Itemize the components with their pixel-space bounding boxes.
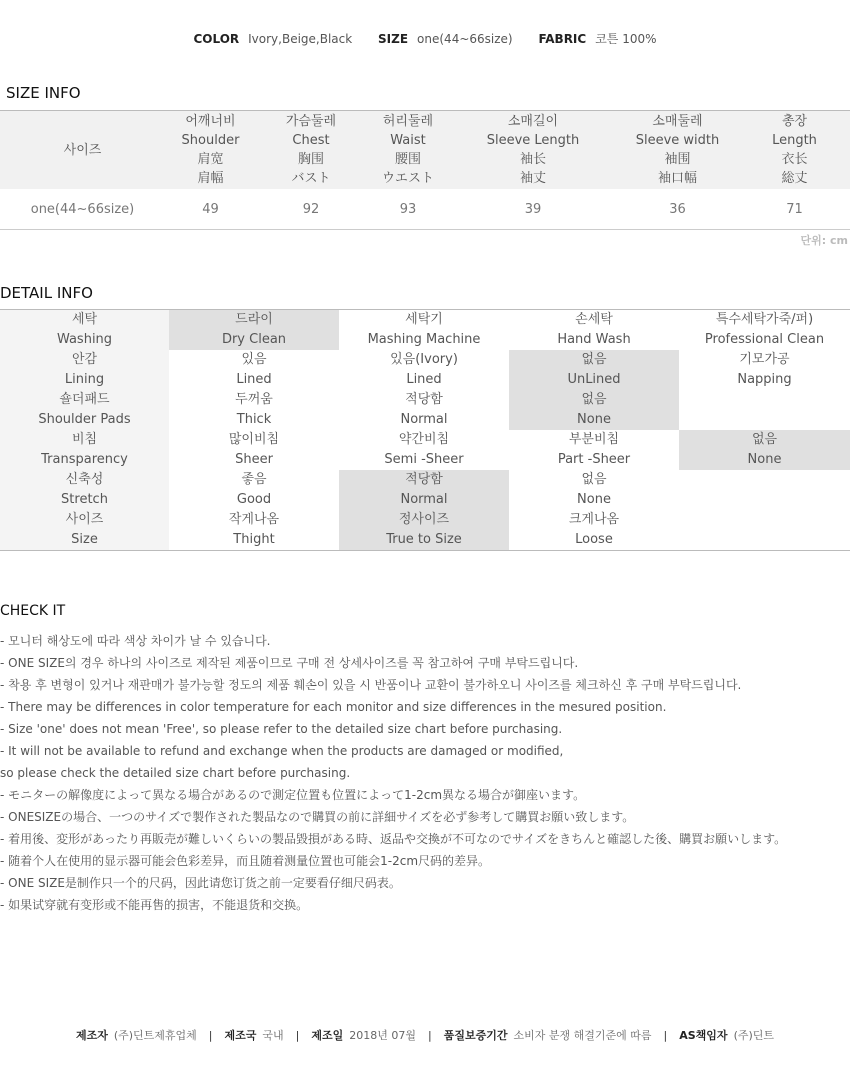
detail-option: 정사이즈 True to Size <box>339 510 509 550</box>
footer-key: 제조일 <box>311 1029 344 1042</box>
size-name: one(44~66size) <box>0 189 165 230</box>
footer-key: AS책임자 <box>679 1029 728 1042</box>
detail-option: 부분비침 Part -Sheer <box>557 432 631 467</box>
detail-option <box>679 510 850 550</box>
detail-option: 있음(Ivory) Lined <box>390 352 458 387</box>
detail-label: 세탁 Washing <box>0 310 169 350</box>
detail-option: 없음 None <box>577 472 611 507</box>
detail-option: 적당함 Normal <box>400 392 448 427</box>
shoulder-value: 49 <box>165 189 256 230</box>
product-summary <box>0 30 850 47</box>
footer-key: 제조자 <box>75 1029 108 1042</box>
list-item: - It will not be available to refund and exchange when the products are damaged or modified, <box>0 744 564 758</box>
check-it-list <box>0 630 850 916</box>
table-row <box>0 189 850 230</box>
sleeve-length-value: 39 <box>450 189 616 230</box>
fabric-value: 코튼 100% <box>595 32 657 46</box>
footer-separator: | <box>208 1029 213 1042</box>
footer-separator: | <box>428 1029 432 1042</box>
fabric-key: FABRIC <box>538 32 587 46</box>
check-it-title: CHECK IT <box>0 603 66 619</box>
col-length: 총장 Length 衣长 総丈 <box>739 111 850 190</box>
col-sleeve-length: 소매길이 Sleeve Length 袖长 袖丈 <box>450 111 616 190</box>
detail-option: 적당함 Normal <box>339 470 509 510</box>
color-value: Ivory,Beige,Black <box>248 32 353 46</box>
detail-label: 숄더패드 Shoulder Pads <box>0 390 169 430</box>
list-item: - 모니터 해상도에 따라 색상 차이가 날 수 있습니다. <box>0 634 271 648</box>
list-item: - 如果试穿就有变形或不能再售的损害，不能退货和交换。 <box>0 898 309 912</box>
size-value: one(44~66size) <box>417 32 513 46</box>
list-item: - ONE SIZE是制作只一个的尺码，因此请您订货之前一定要看仔细尺码表。 <box>0 876 401 890</box>
table-row <box>0 430 850 470</box>
footer-value: 국내 <box>262 1029 284 1042</box>
waist-value: 93 <box>366 189 450 230</box>
footer-separator: | <box>295 1029 300 1042</box>
length-value: 71 <box>739 189 850 230</box>
detail-option: 작게나옴 Thight <box>228 512 280 547</box>
size-key: SIZE <box>378 32 409 46</box>
col-shoulder: 어깨너비 Shoulder 肩宽 肩幅 <box>165 111 256 190</box>
detail-label: 사이즈 Size <box>0 510 169 550</box>
unit-note: 단위: cm <box>800 234 848 247</box>
col-waist: 허리둘레 Waist 腰围 ウエスト <box>366 111 450 190</box>
detail-option: 손세탁 Hand Wash <box>557 312 631 347</box>
detail-option: 드라이 Dry Clean <box>169 310 339 350</box>
detail-option: 크게나옴 Loose <box>568 512 620 547</box>
sleeve-width-value: 36 <box>616 189 739 230</box>
detail-option <box>679 390 850 430</box>
list-item: - 着用後、変形があったり再販売が難しいくらいの製品毀損がある時、返品や交換が不可なのでサイズをきちんと確認した後、購買お願いします。 <box>0 832 787 846</box>
detail-option: 약간비침 Semi -Sheer <box>384 432 464 467</box>
size-info-title: SIZE INFO <box>6 84 81 102</box>
detail-option: 두꺼움 Thick <box>235 392 273 427</box>
detail-option: 좋음 Good <box>236 472 272 507</box>
detail-option: 있음 Lined <box>236 352 272 387</box>
detail-label: 신축성 Stretch <box>0 470 169 510</box>
list-item: so please check the detailed size chart before purchasing. <box>0 766 351 780</box>
list-item: - 随着个人在使用的显示器可能会色彩差异，而且随着测量位置也可能会1-2cm尺码的差异。 <box>0 854 491 868</box>
footer-key: 품질보증기간 <box>443 1029 508 1042</box>
list-item: - ONESIZEの場合、一つのサイズで製作された製品なので購買の前に詳細サイズを必ず参考して購買お願い致します。 <box>0 810 635 824</box>
detail-option <box>679 470 850 510</box>
table-row <box>0 470 850 510</box>
col-sleeve-width: 소매둘레 Sleeve width 袖围 袖口幅 <box>616 111 739 190</box>
detail-option: 기모가공 Napping <box>737 352 792 387</box>
product-footer <box>0 1027 850 1043</box>
chest-value: 92 <box>256 189 366 230</box>
detail-option: 없음 UnLined <box>509 350 679 390</box>
detail-option: 없음 None <box>679 430 850 470</box>
table-row <box>0 510 850 550</box>
detail-label: 비침 Transparency <box>0 430 169 470</box>
list-item: - モニターの解像度によって異なる場合があるので測定位置も位置によって1-2cm異なる場合が御座います。 <box>0 788 586 802</box>
size-table-header <box>0 111 850 190</box>
detail-option: 세탁기 Mashing Machine <box>367 312 481 347</box>
footer-key: 제조국 <box>224 1029 257 1042</box>
footer-value: (주)딘트제휴업체 <box>113 1029 197 1042</box>
footer-value: 소비자 분쟁 해결기준에 따름 <box>513 1029 652 1042</box>
footer-value: (주)딘트 <box>733 1029 775 1042</box>
color-key: COLOR <box>193 32 240 46</box>
footer-separator: | <box>663 1029 668 1042</box>
detail-option: 특수세탁가죽/퍼) Professional Clean <box>704 312 825 347</box>
size-table <box>0 110 850 230</box>
detail-table <box>0 309 850 551</box>
detail-option: 많이비침 Sheer <box>228 432 280 467</box>
list-item: - 착용 후 변형이 있거나 재판매가 불가능할 정도의 제품 훼손이 있을 시 반품이나 교환이 불가하오니 사이즈를 체크하신 후 구매 부탁드립니다. <box>0 678 742 692</box>
size-header-label: 사이즈 <box>0 111 165 190</box>
list-item: - ONE SIZE의 경우 하나의 사이즈로 제작된 제품이므로 구매 전 상세사이즈를 꼭 참고하여 구매 부탁드립니다. <box>0 656 579 670</box>
detail-label: 안감 Lining <box>0 350 169 390</box>
table-row <box>0 350 850 390</box>
list-item: - Size 'one' does not mean 'Free', so please refer to the detailed size chart before purchasing. <box>0 722 563 736</box>
detail-info-title: DETAIL INFO <box>0 284 93 302</box>
detail-option: 없음 None <box>509 390 679 430</box>
table-row <box>0 310 850 350</box>
footer-value: 2018년 07월 <box>349 1029 417 1042</box>
col-chest: 가슴둘레 Chest 胸围 バスト <box>256 111 366 190</box>
table-row <box>0 390 850 430</box>
list-item: - There may be differences in color temperature for each monitor and size differences in the mesured position. <box>0 700 667 714</box>
